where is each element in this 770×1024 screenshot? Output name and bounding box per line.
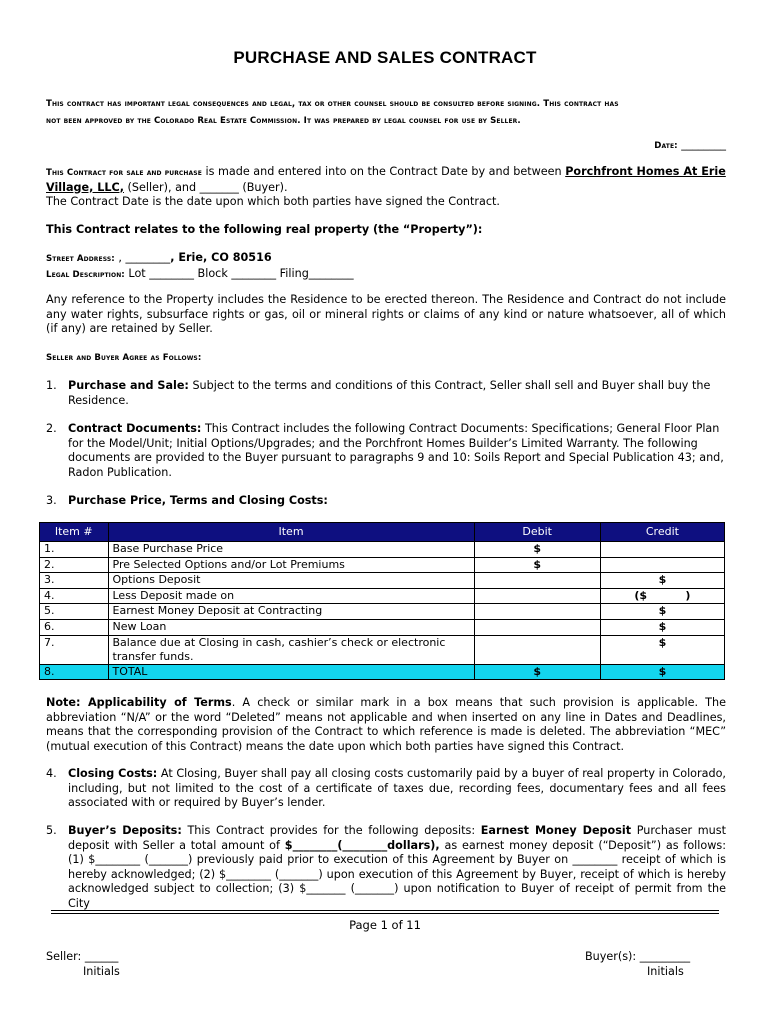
row-credit: $ <box>600 619 724 635</box>
header-item: Item <box>108 523 474 542</box>
table-row <box>40 588 725 604</box>
section-5-text-c: as earnest money deposit (“Deposit”) as follows: (1) $________ (_______) previously paid prior to execution of this Agreement by Buyer on ________ receipt of which is hereby acknowledged; (2) $________ (_______) upon execution of this Agreement by Buyer, receipt of which is hereby acknowledged subject to collection; (3) $_______ (_______) upon notification to Buyer of receipt of permit from the City <box>68 838 726 910</box>
property-heading: This Contract relates to the following real property (the “Property”): <box>46 223 483 236</box>
table-row <box>40 604 725 620</box>
section-5 <box>68 824 726 912</box>
section-2-text: This Contract includes the following Contract Documents: Specifications; General Floor Plan for the Model/Unit; Initial Options/Upgrades; and the Porchfront Homes Builder’s Limited Warranty. The following documents are provided to the Buyer pursuant to paragraphs 9 and 10: Soils Report and Special Publication 43; and, Radon Publication. <box>68 422 724 479</box>
section-5-title: Buyer’s Deposits: <box>68 824 182 837</box>
street-label: Street Address: <box>46 254 115 264</box>
table-row <box>40 635 725 664</box>
row-item: Less Deposit made on <box>108 588 474 604</box>
section-4 <box>68 767 726 811</box>
street-value: , ________ <box>114 251 171 264</box>
intro-text-2: (Seller), and _______ (Buyer). <box>123 180 288 194</box>
contract-date-line: The Contract Date is the date upon which both parties have signed the Contract. <box>46 195 500 209</box>
legal-warning <box>46 97 726 128</box>
table-row <box>40 573 725 589</box>
seller-initials <box>46 950 120 979</box>
header-debit: Debit <box>474 523 600 542</box>
row-num: 1. <box>40 542 109 558</box>
section-4-text: At Closing, Buyer shall pay all closing costs customarily paid by a buyer of real property in Colorado, including, but not limited to the cost of a certificate of taxes due, recording fees, documentary fees and all fees associated with or required by Buyer’s lender. <box>68 767 726 810</box>
row-credit: ($ ) <box>600 588 724 604</box>
deposit-amount: $________(________dollars), <box>284 838 440 852</box>
row-credit: $ <box>600 573 724 589</box>
total-debit: $ <box>474 664 600 680</box>
section-5-text-a: This Contract provides for the following deposits: <box>181 824 481 837</box>
row-item: Pre Selected Options and/or Lot Premiums <box>108 557 474 573</box>
buyer-initials-blank: _________ <box>639 950 691 963</box>
row-num: 6. <box>40 619 109 635</box>
price-table <box>39 522 725 680</box>
warning-line-2: not been approved by the Colorado Real Estate Commission. It was prepared by legal counsel for use by Seller. <box>46 115 521 126</box>
warning-line-1: This contract has important legal consequences and legal, tax or other counsel should be consulted before signing. This contract has <box>46 99 619 109</box>
row-credit: $ <box>600 635 724 664</box>
buyer-initials-caption: Initials <box>647 964 684 978</box>
table-header-row <box>40 523 725 542</box>
section-5-number: 5. <box>46 824 57 837</box>
header-item-num: Item # <box>40 523 109 542</box>
row-credit <box>600 542 724 558</box>
row-debit: $ <box>474 557 600 573</box>
street-address-line <box>46 251 726 267</box>
section-1-text: Subject to the terms and conditions of this Contract, Seller shall sell and Buyer shall buy the Residence. <box>68 379 711 407</box>
row-debit: $ <box>474 542 600 558</box>
row-item: Earnest Money Deposit at Contracting <box>108 604 474 620</box>
page-number: Page 1 of 11 <box>349 918 421 932</box>
row-num: 7. <box>40 635 109 664</box>
row-num: 4. <box>40 588 109 604</box>
page-title: PURCHASE AND SALES CONTRACT <box>233 48 537 67</box>
reference-paragraph: Any reference to the Property includes the Residence to be erected thereon. The Residence and Contract do not include any water rights, subsurface rights or gas, oil or mineral rights or claims of any kind or nature whatsoever, all of which (if any) are retained by Seller. <box>46 293 726 336</box>
section-3-title: Purchase Price, Terms and Closing Costs: <box>68 494 328 507</box>
row-credit: $ <box>600 604 724 620</box>
row-debit <box>474 573 600 589</box>
section-5-text-b: Purchaser must deposit with Seller a total amount of <box>68 824 726 852</box>
row-credit <box>600 557 724 573</box>
legal-label: Legal Description: <box>46 269 125 280</box>
section-2 <box>68 422 726 480</box>
table-row <box>40 557 725 573</box>
agree-heading: Seller and Buyer Agree as Follows: <box>46 353 202 363</box>
buyer-initials-label: Buyer(s): <box>585 950 637 963</box>
row-item: Base Purchase Price <box>108 542 474 558</box>
row-debit <box>474 635 600 664</box>
seller-initials-caption: Initials <box>83 964 120 978</box>
row-debit <box>474 619 600 635</box>
total-credit: $ <box>600 664 724 680</box>
row-num: 3. <box>40 573 109 589</box>
section-1 <box>68 379 726 408</box>
row-debit <box>474 588 600 604</box>
table-row <box>40 542 725 558</box>
buyer-initials <box>585 950 690 979</box>
date-blank: ________ <box>681 138 726 151</box>
seller-name: Porchfront Homes At Erie Village, LLC, <box>46 165 726 194</box>
note-title: Note: Applicability of Terms <box>46 696 232 709</box>
row-item: Balance due at Closing in cash, cashier’s check or electronic transfer funds. <box>108 635 474 664</box>
section-4-title: Closing Costs: <box>68 767 158 780</box>
earnest-money-label: Earnest Money Deposit <box>480 824 632 837</box>
property-details <box>46 251 726 282</box>
intro-paragraph <box>46 165 726 210</box>
table-total-row <box>40 664 725 680</box>
footer-rule-top <box>51 910 719 911</box>
section-2-title: Contract Documents: <box>68 422 202 435</box>
intro-text: is made and entered into on the Contract Date by and between <box>201 165 566 178</box>
row-debit <box>474 604 600 620</box>
section-1-number: 1. <box>46 379 57 392</box>
header-credit: Credit <box>600 523 724 542</box>
row-num: 5. <box>40 604 109 620</box>
city-value: , Erie, CO 80516 <box>170 251 272 264</box>
legal-description-line <box>46 267 726 283</box>
row-item: Options Deposit <box>108 573 474 589</box>
section-3-number: 3. <box>46 494 57 507</box>
section-2-number: 2. <box>46 422 57 435</box>
table-row <box>40 619 725 635</box>
date-label: Date: <box>654 141 678 151</box>
section-4-number: 4. <box>46 767 57 780</box>
total-label: TOTAL <box>108 664 474 680</box>
note-paragraph <box>46 696 726 754</box>
row-item: New Loan <box>108 619 474 635</box>
section-1-title: Purchase and Sale: <box>68 379 189 392</box>
legal-value: Lot ________ Block ________ Filing________ <box>124 266 354 280</box>
note-text: . A check or similar mark in a box means that such provision is applicable. The abbreviation “N/A” or the word “Deleted” means not applicable and when inserted on any line in Dates and Deadlines, means that the corresponding provision of the Contract to which reference is made is deleted. The abbreviation “MEC” (mutual execution of this Contract) means the date upon which both parties have signed this Contract. <box>46 696 726 753</box>
date-line <box>46 138 726 154</box>
intro-prefix: This Contract for sale and purchase <box>46 168 202 178</box>
total-num: 8. <box>40 664 109 680</box>
row-num: 2. <box>40 557 109 573</box>
seller-initials-blank: ______ <box>84 950 119 963</box>
footer-rule-bottom <box>51 913 719 914</box>
seller-initials-label: Seller: <box>46 950 82 963</box>
